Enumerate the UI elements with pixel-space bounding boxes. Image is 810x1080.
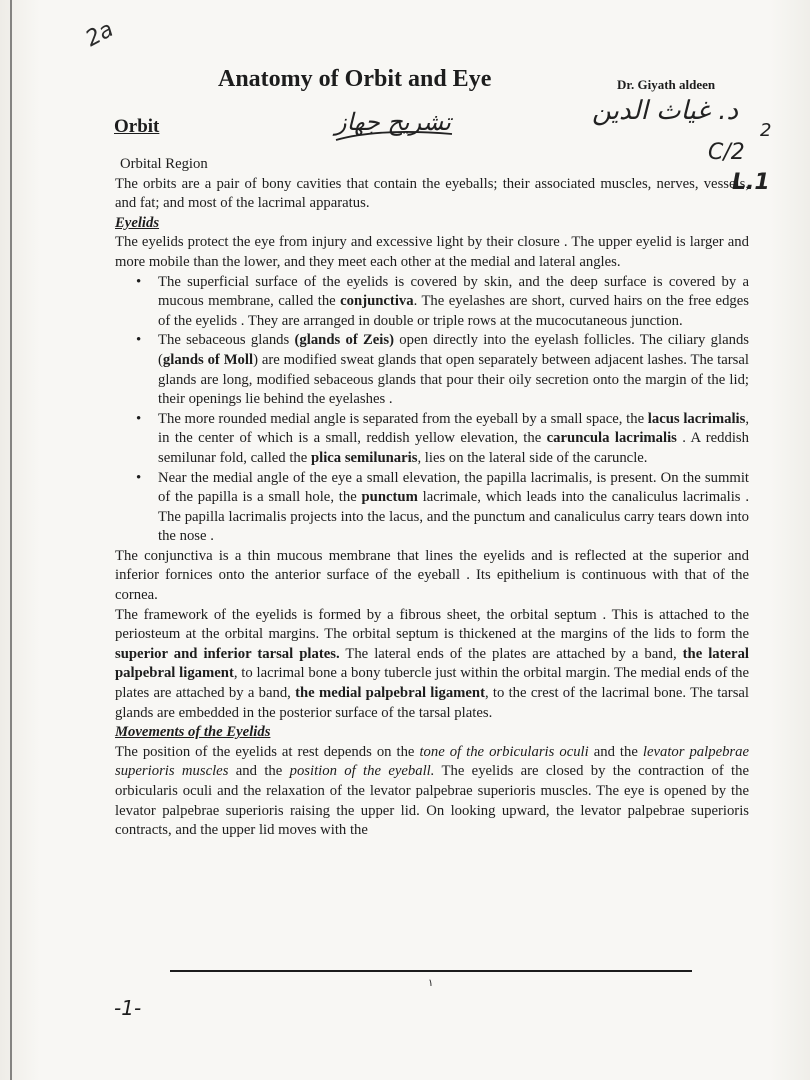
page-number: -1- — [114, 996, 142, 1020]
footer-mark: ۱ — [428, 978, 434, 989]
handwritten-underline-stroke — [334, 128, 454, 144]
document-body — [115, 155, 749, 841]
eyelid-bullet-list — [115, 273, 749, 547]
handwritten-corner-note: 2a — [81, 17, 118, 52]
page-title: Anatomy of Orbit and Eye — [218, 66, 492, 92]
conjunctiva-paragraph: The conjunctiva is a thin mucous membrane that lines the eyelids and is reflected at the superior and inferior fornices onto the anterior surface of the eyeball . Its epithelium is continuous with that of the cornea. — [115, 547, 749, 604]
eyelids-intro: The eyelids protect the eye from injury and excessive light by their closure . The upper eyelid is larger and more mobile than the lower, and they meet each other at the medial and lateral angles. — [115, 234, 749, 270]
eyelids-heading: Eyelids — [115, 214, 160, 231]
footer-rule — [170, 970, 692, 972]
section-title-orbit: Orbit — [114, 116, 160, 137]
movements-heading: Movements of the Eyelids — [115, 724, 271, 741]
list-item: • The more rounded medial angle is separated from the eyeball by a small space, the lacus lacrimalis, in the center of which is a small, reddish yellow elevation, the caruncula lacrimalis . A reddish semilunar fold, called the plica semilunaris, lies on the lateral side of the caruncle. — [158, 410, 749, 469]
handwritten-note-c: L.1 — [732, 170, 770, 195]
handwritten-arabic-left: تشريح جهاز — [335, 108, 451, 136]
handwritten-arabic-right: د. غياث الدين — [592, 96, 739, 126]
handwritten-note-b: C/2 — [708, 140, 745, 165]
orbital-region-label: Orbital Region — [120, 156, 208, 172]
author-name: Dr. Giyath aldeen — [617, 77, 716, 92]
list-item: • The sebaceous glands (glands of Zeis) open directly into the eyelash follicles. The ciliary glands (glands of Moll) are modified sweat glands that open separately between adjacent lashes. The tarsal glands are long, modified sebaceous glands that pour their oily secretion onto the margin of the lid; their openings lie behind the eyelashes . — [158, 331, 749, 409]
list-item: • The superficial surface of the eyelids is covered by skin, and the deep surface is covered by a mucous membrane, called the conjunctiva. The eyelashes are short, curved hairs on the free edges of the eyelids . They are arranged in double or triple rows at the mucocutaneous junction. — [158, 273, 749, 332]
movements-paragraph: The position of the eyelids at rest depends on the tone of the orbicularis oculi and the levator palpebrae superioris muscles and the position of the eyeball. The eyelids are closed by the contraction of the orbicularis oculi and the relaxation of the levator palpebrae superioris muscles. The eye is opened by the levator palpebrae superioris raising the upper lid. On looking upward, the levator palpebrae superioris contracts, and the upper lid moves with the — [115, 743, 750, 839]
list-item: • Near the medial angle of the eye a small elevation, the papilla lacrimalis, is present. On the summit of the papilla is a small hole, the punctum lacrimale, which leads into the canaliculus lacrimalis . The papilla lacrimalis projects into the lacus, and the punctum and canaliculus carry tears down into the nose . — [158, 469, 749, 547]
orbital-region-text: The orbits are a pair of bony cavities that contain the eyeballs; their associated muscles, nerves, vessels, and fat; and most of the lacrimal apparatus. — [115, 175, 749, 212]
handwritten-note-a: 2 — [760, 120, 772, 141]
scan-edge-line — [10, 0, 12, 1080]
framework-paragraph: The framework of the eyelids is formed by a fibrous sheet, the orbital septum . This is attached to the periosteum at the orbital margins. The orbital septum is thickened at the margins of the lids to form the superior and inferior tarsal plates. The lateral ends of the plates are attached by a band, the lateral palpebral ligament, to lacrimal bone a bony tubercle just within the orbital margin. The medial ends of the plates are attached by a band, the medial palpebral ligament, to the crest of the lacrimal bone. The tarsal glands are embedded in the posterior surface of the tarsal plates. — [115, 606, 750, 721]
